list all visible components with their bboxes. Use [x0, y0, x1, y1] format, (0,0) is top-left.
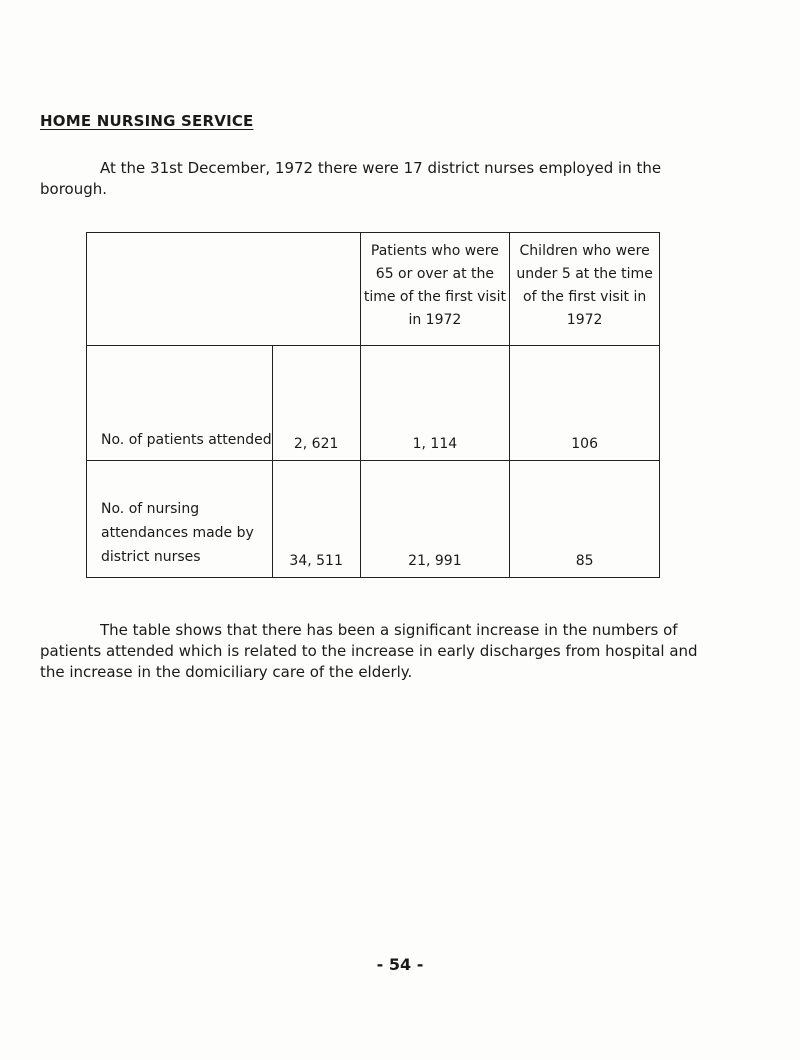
cell-under5-attendances: 85	[510, 461, 660, 578]
table-header-under5: Children who were under 5 at the time of the first visit in 1972	[510, 233, 660, 346]
table-row	[87, 461, 660, 578]
table-header-over65: Patients who were 65 or over at the time of the first visit in 1972	[360, 233, 510, 346]
intro-paragraph: At the 31st December, 1972 there were 17 district nurses employed in the borough.	[40, 159, 662, 198]
row-label-patients: No. of patients attended	[87, 346, 273, 461]
nursing-statistics-table	[86, 232, 660, 578]
section-heading: HOME NURSING SERVICE	[40, 112, 254, 130]
table-header-row	[87, 233, 660, 346]
cell-total-attendances: 34, 511	[272, 461, 360, 578]
cell-over65-attendances: 21, 991	[360, 461, 510, 578]
cell-total-patients: 2, 621	[272, 346, 360, 461]
table-header-empty-cell	[87, 233, 361, 346]
cell-over65-patients: 1, 114	[360, 346, 510, 461]
cell-under5-patients: 106	[510, 346, 660, 461]
table-row	[87, 346, 660, 461]
page-number: - 54 -	[376, 955, 424, 974]
conclusion-paragraph: The table shows that there has been a significant increase in the numbers of patients attended which is related to the increase in early discharges from hospital and the increase in the domiciliary care of the elderly.	[40, 621, 698, 681]
row-label-attendances: No. of nursing attendances made by district nurses	[87, 461, 273, 578]
